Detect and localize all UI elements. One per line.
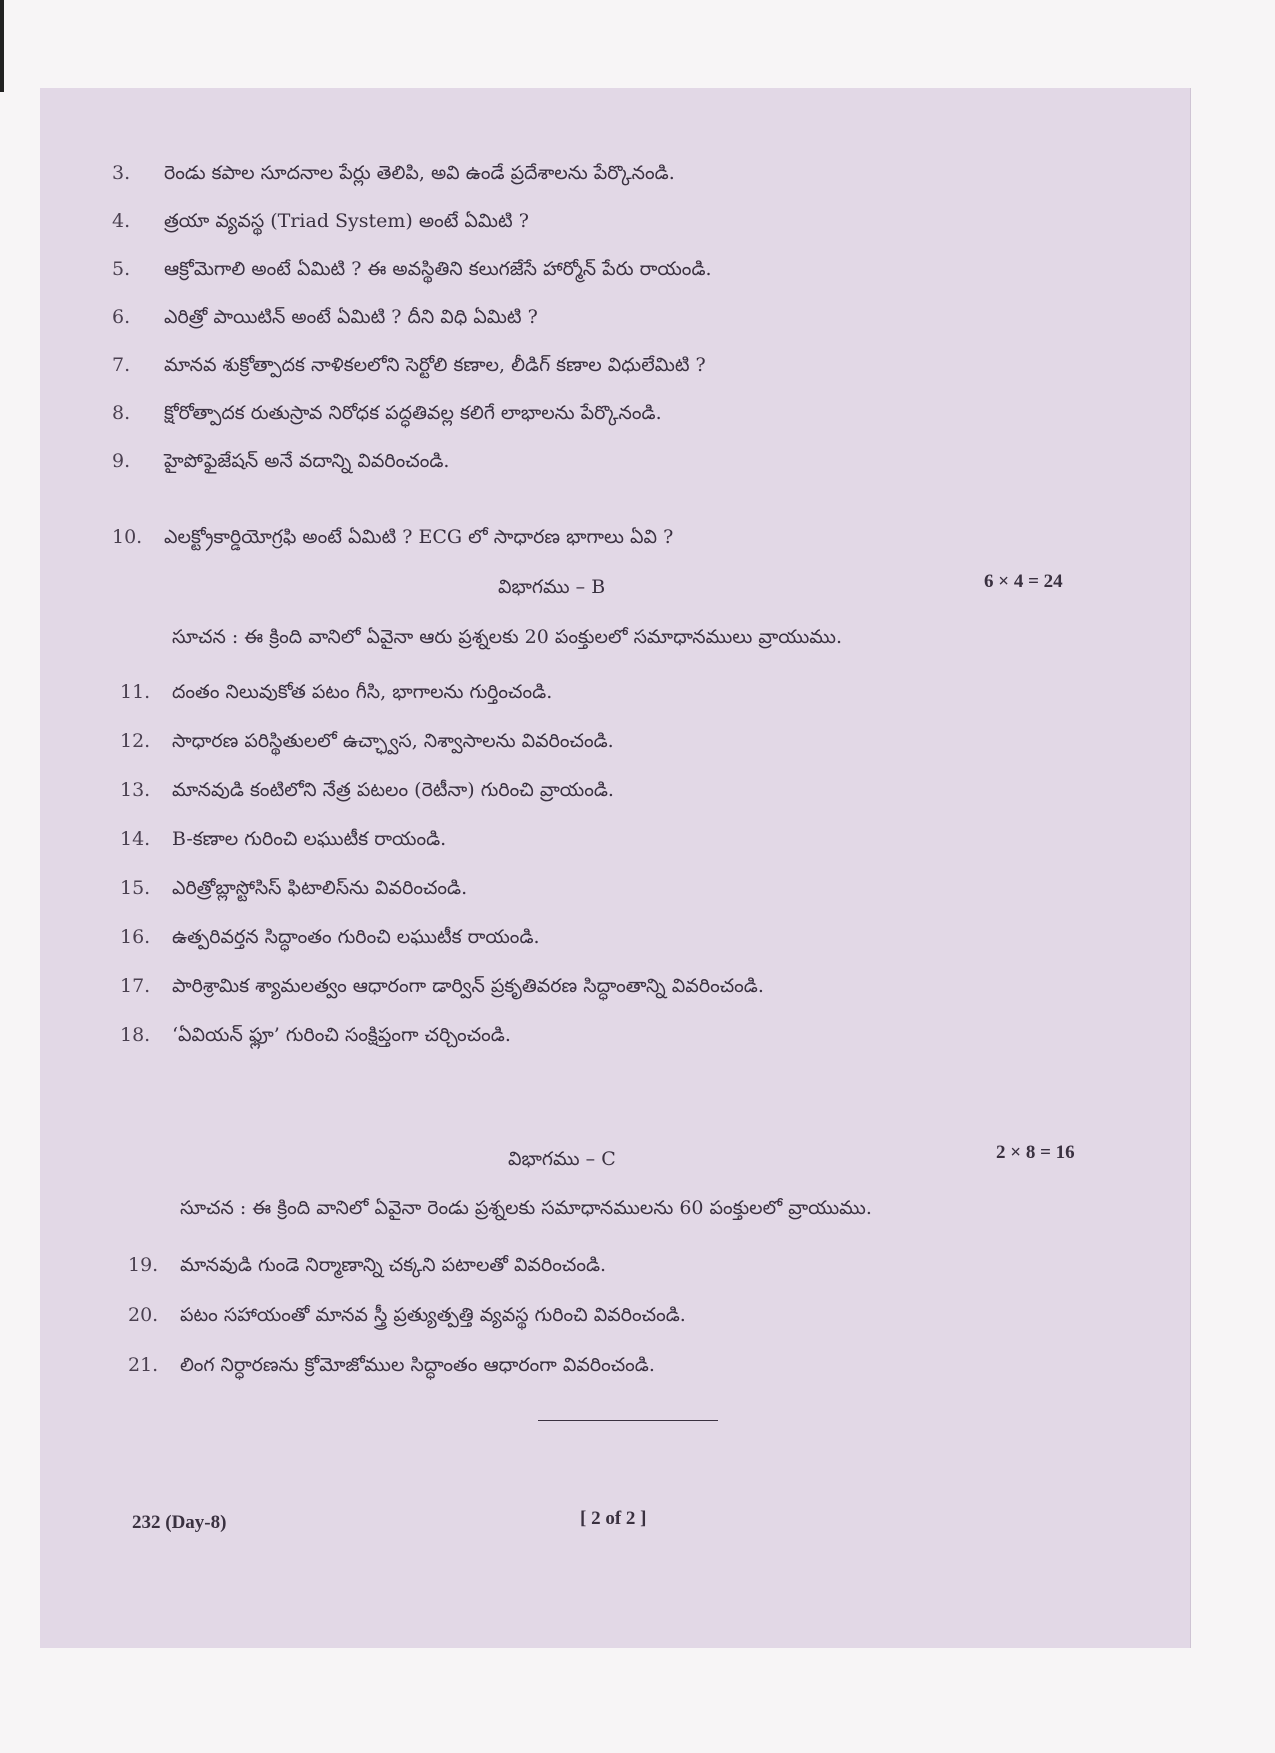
question-number: 10. [112, 526, 143, 548]
question-text: దంతం నిలువుకోత పటం గీసి, భాగాలను గుర్తించండి. [172, 681, 553, 703]
question-number: 20. [128, 1304, 159, 1326]
question-number: 13. [120, 779, 151, 801]
question-text: ఎరిత్రో పాయిటిన్ అంటే ఏమిటి ? దీని విధి ఏమిటి ? [164, 306, 538, 328]
question-number: 12. [120, 730, 151, 752]
question-6 [112, 305, 538, 329]
section-c-instruction: సూచన : ఈ క్రింది వానిలో ఏవైనా రెండు ప్రశ్నలకు సమాధానములను 60 పంక్తులలో వ్రాయుము. [180, 1197, 872, 1219]
question-text: ఎలక్ట్రోకార్డియోగ్రఫి అంటే ఏమిటి ? ECG లో సాధారణ భాగాలు ఏవి ? [164, 526, 674, 548]
section-b-instruction: సూచన : ఈ క్రింది వానిలో ఏవైనా ఆరు ప్రశ్నలకు 20 పంక్తులలో సమాధానములు వ్రాయుము. [172, 626, 843, 648]
question-number: 16. [120, 926, 151, 948]
question-9 [112, 449, 449, 473]
question-11 [120, 680, 552, 704]
question-text: ఉత్పరివర్తన సిద్ధాంతం గురించి లఘుటీక రాయండి. [172, 926, 540, 948]
question-text: పటం సహాయంతో మానవ స్త్రీ ప్రత్యుత్పత్తి వ్యవస్థ గురించి వివరించండి. [180, 1304, 686, 1326]
question-text: సాధారణ పరిస్థితులలో ఉచ్ఛ్వాస, నిశ్వాసాలను వివరించండి. [172, 730, 614, 752]
question-number: 11. [120, 681, 151, 703]
section-c-marks: 2 × 8 = 16 [996, 1142, 1075, 1163]
section-b-marks: 6 × 4 = 24 [984, 571, 1063, 592]
question-21 [128, 1353, 655, 1377]
section-c-title: విభాగము – C [508, 1148, 616, 1170]
question-number: 15. [120, 877, 151, 899]
question-text: ఎరిత్రోబ్లాస్టోసిస్ ఫిటాలిస్‌ను వివరించండి. [172, 877, 468, 899]
question-number: 21. [128, 1354, 159, 1376]
question-18 [120, 1023, 511, 1047]
question-number: 9. [112, 450, 131, 472]
question-number: 7. [112, 354, 131, 376]
question-number: 8. [112, 402, 131, 424]
page-number: [ 2 of 2 ] [580, 1508, 647, 1529]
question-text: పారిశ్రామిక శ్యామలత్వం ఆధారంగా డార్విన్ ప్రకృతివరణ సిద్ధాంతాన్ని వివరించండి. [172, 975, 764, 997]
question-number: 17. [120, 975, 151, 997]
question-5 [112, 257, 712, 281]
question-17 [120, 974, 764, 998]
question-7 [112, 353, 706, 377]
question-8 [112, 401, 662, 425]
question-text: హైపోఫైజేషన్ అనే వదాన్ని వివరించండి. [164, 450, 450, 472]
question-text: మానవ శుక్రోత్పాదక నాళికలలోని సెర్టోలి కణాల, లీడిగ్ కణాల విధులేమిటి ? [164, 354, 706, 376]
question-15 [120, 876, 467, 900]
end-divider [538, 1420, 718, 1421]
paper-code: 232 (Day-8) [132, 1512, 227, 1533]
question-16 [120, 925, 540, 949]
question-13 [120, 778, 614, 802]
question-text: క్షోరోత్పాదక రుతుస్రావ నిరోధక పద్ధతివల్ల కలిగే లాభాలను పేర్కొనండి. [164, 402, 662, 424]
question-12 [120, 729, 614, 753]
question-text: ఆక్రోమెగాలి అంటే ఏమిటి ? ఈ అవస్థితిని కలుగజేసే హార్మోన్ పేరు రాయండి. [164, 258, 712, 280]
question-20 [128, 1303, 686, 1327]
question-3 [112, 161, 675, 185]
question-text: ‘ఏవియన్ ఫ్లూ’ గురించి సంక్షిప్తంగా చర్చించండి. [172, 1024, 511, 1046]
question-number: 5. [112, 258, 131, 280]
question-number: 6. [112, 306, 131, 328]
question-paper-page [40, 88, 1191, 1648]
section-b-title: విభాగము – B [498, 576, 606, 598]
question-number: 14. [120, 828, 151, 850]
question-number: 19. [128, 1254, 159, 1276]
scan-edge [0, 0, 4, 92]
question-number: 18. [120, 1024, 151, 1046]
question-number: 4. [112, 210, 131, 232]
question-text: రెండు కపాల సూదనాల పేర్లు తెలిపి, అవి ఉండే ప్రదేశాలను పేర్కొనండి. [164, 162, 675, 184]
question-text: B-కణాల గురించి లఘుటీక రాయండి. [172, 828, 447, 850]
question-4 [112, 209, 529, 233]
question-number: 3. [112, 162, 131, 184]
question-text: మానవుడి గుండె నిర్మాణాన్ని చక్కని పటాలతో వివరించండి. [180, 1254, 607, 1276]
question-10 [112, 525, 673, 549]
question-text: త్రయా వ్యవస్థ (Triad System) అంటే ఏమిటి ? [164, 210, 529, 232]
question-19 [128, 1253, 606, 1277]
question-14 [120, 827, 446, 851]
question-text: మానవుడి కంటిలోని నేత్ర పటలం (రెటీనా) గురించి వ్రాయండి. [172, 779, 614, 801]
question-text: లింగ నిర్ధారణను క్రోమోజోముల సిద్ధాంతం ఆధారంగా వివరించండి. [180, 1354, 655, 1376]
